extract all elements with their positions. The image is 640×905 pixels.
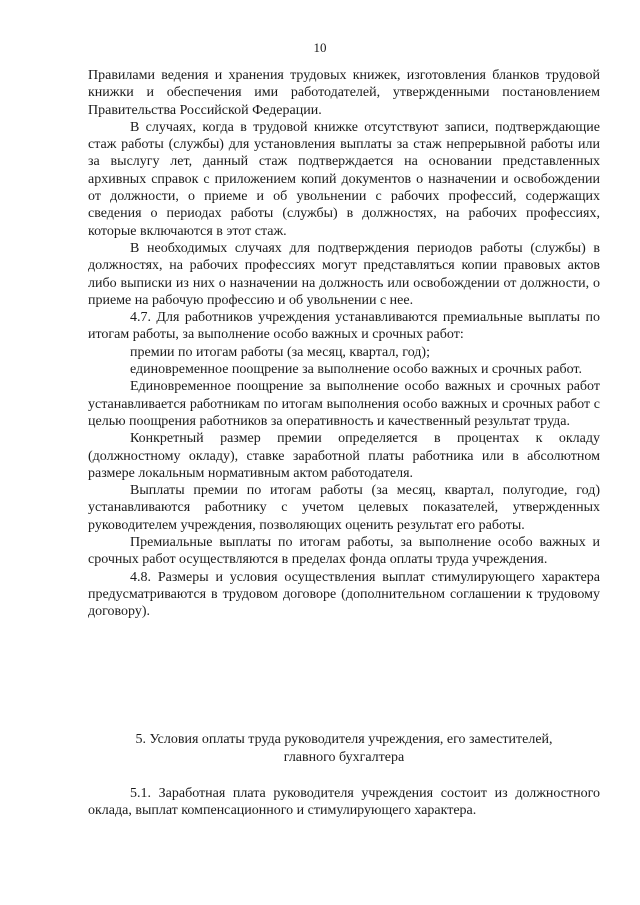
list-item-one-time-reward: единовременное поощрение за выполнение особо важных и срочных работ. (130, 362, 582, 378)
section-body (88, 785, 600, 820)
paragraph-4-8: 4.8. Размеры и условия осуществления выплат стимулирующего характера предусматриваются в трудовом договоре (дополнительном соглашении к трудовому договору). (88, 569, 600, 620)
paragraph-5-1: 5.1. Заработная плата руководителя учреждения состоит из должностного оклада, выплат компенсационного и стимулирующего характера. (88, 786, 600, 819)
section-heading (88, 731, 600, 766)
paragraph-one-time-reward: Единовременное поощрение за выполнение особо важных и срочных работ устанавливается работникам по итогам выполнения особо важных и срочных работ с целью поощрения работников за оперативность и качественный результат труда. (88, 379, 600, 429)
page-number: 10 (313, 40, 327, 55)
paragraph-bonus-fund: Премиальные выплаты по итогам работы, за выполнение особо важных и срочных работ осуществляются в пределах фонда оплаты труда учреждения. (88, 535, 600, 568)
list-item-bonus: премии по итогам работы (за месяц, квартал, год); (130, 344, 430, 360)
section-heading-line1: 5. Условия оплаты труда руководителя учреждения, его заместителей, (135, 732, 553, 747)
paragraph-4-7: 4.7. Для работников учреждения устанавливаются премиальные выплаты по итогам работы, за выполнение особо важных и срочных работ: (88, 310, 600, 343)
paragraph-confirmation-documents: В необходимых случаях для подтверждения периодов работы (службы) в должностях, на рабочих профессиях могут представляться копии правовых актов либо выписки из них о назначении на должность или освобождении от должности, о приеме на рабочую профессию и об увольнении с нее. (88, 240, 600, 308)
paragraph-bonus-payments: Выплаты премии по итогам работы (за месяц, квартал, полугодие, год) устанавливаются работнику с учетом целевых показателей, утвержденных руководителем учреждения, позволяющих оценить результат его работы. (88, 483, 600, 533)
paragraph-continuation: Правилами ведения и хранения трудовых книжек, изготовления бланков трудовой книжки и обеспечения ими работодателей, утвержденными постановлением Правительства Российской Федерации. (88, 68, 600, 118)
body-text (88, 67, 600, 621)
paragraph-bonus-size: Конкретный размер премии определяется в процентах к окладу (должностному окладу), ставке заработной платы работника или в абсолютном размере локальным нормативным актом работодателя. (88, 431, 600, 481)
section-heading-line2: главного бухгалтера (283, 749, 405, 765)
paragraph-work-record-absence: В случаях, когда в трудовой книжке отсутствуют записи, подтверждающие стаж работы (службы) для установления выплаты за стаж непрерывной работы или за выслугу лет, данный стаж подтверждается на основании представленных архивных справок с приложением копий документов о назначении и освобождении от должности, о приеме и об увольнении с рабочих профессий, содержащих сведения о периодах работы (службы) в должностях, на рабочих профессиях, которые включаются в этот стаж. (88, 119, 600, 239)
